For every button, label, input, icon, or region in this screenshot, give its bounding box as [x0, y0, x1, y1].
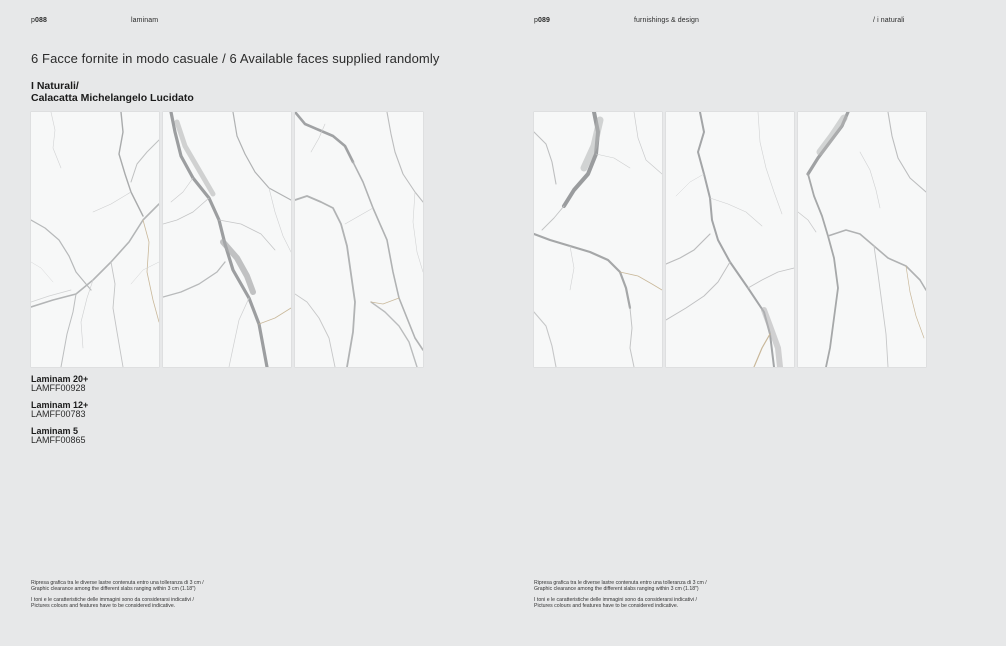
product-code: LAMFF00865 [31, 435, 86, 445]
product-item [31, 375, 88, 393]
product-code: LAMFF00783 [31, 409, 86, 419]
marble-slab-4 [534, 112, 662, 367]
product-name: Laminam 20+ [31, 374, 89, 384]
product-item [31, 401, 88, 419]
marble-vein-pattern [31, 112, 159, 367]
footnote-tolerance [31, 580, 331, 593]
product-list [31, 375, 88, 453]
footnote-colours [534, 597, 834, 610]
page-prefix: p [534, 17, 538, 24]
footnote-line: Ripresa grafica tra le diverse lastre contenuta entro una tolleranza di 3 cm / [31, 580, 204, 586]
section-label: furnishings & design [634, 17, 700, 24]
marble-vein-pattern [666, 112, 794, 367]
footnote [534, 580, 834, 613]
marble-vein-pattern [163, 112, 291, 367]
slab-group-1 [31, 112, 423, 367]
footnote-line: Pictures colours and features have to be considered indicative. [31, 602, 176, 609]
page-number [31, 17, 47, 24]
product-name: Laminam 5 [31, 426, 79, 436]
product-code: LAMFF00928 [31, 383, 86, 393]
page-number [534, 17, 550, 24]
faces-title: 6 Facce fornite in modo casuale / 6 Available faces supplied randomly [31, 51, 440, 66]
marble-slab-6 [798, 112, 926, 367]
right-page [503, 0, 1006, 646]
section-label: laminam [131, 17, 159, 24]
marble-slab-1 [31, 112, 159, 367]
footnote-line: I toni e le caratteristiche delle immagini sono da considerarsi indicativi / [31, 596, 194, 603]
marble-slab-2 [163, 112, 291, 367]
footnote-colours [31, 597, 331, 610]
marble-vein-pattern [534, 112, 662, 367]
collection-title [31, 80, 194, 104]
page-num: 089 [538, 17, 550, 24]
marble-slab-3 [295, 112, 423, 367]
footnote-line: I toni e le caratteristiche delle immagini sono da considerarsi indicativi / [534, 596, 697, 603]
collection-line-2: Calacatta Michelangelo Lucidato [31, 92, 194, 104]
product-name: Laminam 12+ [31, 400, 89, 410]
footnote-line: Graphic clearance among the different slabs ranging within 3 cm (1.18") [534, 586, 699, 593]
collection-tag: / i naturali [873, 17, 905, 24]
footnote-tolerance [534, 580, 834, 593]
page-num: 088 [35, 17, 47, 24]
marble-vein-pattern [798, 112, 926, 367]
product-item [31, 427, 88, 445]
footnote-line: Pictures colours and features have to be considered indicative. [534, 602, 679, 609]
footnote-line: Ripresa grafica tra le diverse lastre contenuta entro una tolleranza di 3 cm / [534, 580, 707, 586]
footnote-line: Graphic clearance among the different slabs ranging within 3 cm (1.18") [31, 586, 196, 593]
marble-slab-5 [666, 112, 794, 367]
collection-line-1: I Naturali/ [31, 80, 79, 92]
footnote [31, 580, 331, 613]
marble-vein-pattern [295, 112, 423, 367]
page-prefix: p [31, 17, 35, 24]
slab-group-2 [534, 112, 926, 367]
